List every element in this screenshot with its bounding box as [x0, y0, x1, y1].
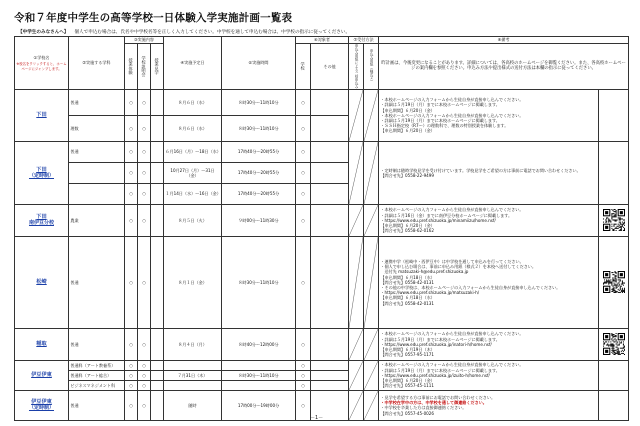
target-col-school: 学校	[296, 43, 311, 89]
strike-line	[364, 329, 378, 360]
trial-mark: ○	[125, 183, 138, 204]
strike-line	[364, 237, 378, 328]
table-row	[15, 141, 629, 162]
target-other-cell	[311, 115, 349, 141]
strike-line	[364, 142, 378, 204]
school-link[interactable]: 下田	[36, 112, 47, 119]
briefing-mark: ○	[138, 162, 151, 183]
note-line: ・個人で申し込む場合は、事前に申込み用紙（様式２）を本校へ送付してください。	[380, 264, 536, 270]
school-sub-link[interactable]: （定時制）	[28, 172, 54, 179]
school-cell	[15, 89, 69, 141]
school-link[interactable]: 伊豆伊東	[31, 399, 52, 406]
page-number: －1－	[310, 415, 324, 421]
time-cell	[222, 360, 296, 370]
briefing-mark: ○	[138, 328, 151, 360]
school-link[interactable]: 稲取	[36, 341, 47, 348]
qr-cell	[599, 236, 629, 328]
target-school-mark: ○	[296, 115, 311, 141]
strike-line	[349, 90, 363, 141]
briefing-mark: ○	[138, 141, 151, 162]
trial-mark: ○	[125, 390, 138, 420]
date-cell: 随時	[164, 390, 222, 420]
target-school-mark: ○	[296, 360, 311, 370]
note-line: ・詳細は５月19日（月）までに本校ホームページに掲載します。	[380, 336, 500, 342]
time-cell: ８時30分～11時10分	[222, 370, 296, 380]
table-row	[15, 204, 629, 236]
apply-header: ⑦受付方法	[349, 37, 379, 44]
note-line: 【問合せ先】0557-95-1171	[380, 352, 434, 358]
dept-cell: 普通科（アート教養系）	[69, 360, 125, 370]
trial-mark: ○	[125, 236, 138, 328]
date-cell	[164, 380, 222, 390]
note-line: ・見学を希望する方は事前にお電話でお問い合わせください。	[380, 395, 496, 401]
apply-form-cell	[364, 360, 379, 390]
dept-cell: 普通	[69, 141, 125, 162]
qr-cell	[599, 89, 629, 141]
target-school-mark: ○	[296, 183, 311, 204]
table-row	[15, 360, 629, 370]
trial-mark: ○	[125, 141, 138, 162]
strike-line	[364, 205, 378, 236]
page-title: 令和７年度中学生の高等学校一日体験入学実施計画一覧表	[14, 12, 293, 24]
notes-cell	[379, 236, 599, 328]
strike-line	[349, 142, 363, 204]
notes-cell	[379, 328, 599, 360]
note-line: 【問合せ先】0557-45-1111	[380, 383, 434, 389]
apply-bulk-cell	[349, 360, 364, 390]
apply-form-cell	[364, 89, 379, 141]
school-header	[15, 37, 69, 90]
trial-mark: ○	[125, 380, 138, 390]
schedule-table	[14, 36, 629, 421]
briefing-mark: ○	[138, 380, 151, 390]
trial-mark: ○	[125, 328, 138, 360]
strike-line	[349, 361, 363, 390]
note-line: ・詳細は５月19日（月）までに本校ホームページに掲載します。	[380, 102, 500, 108]
observe-mark	[151, 204, 164, 236]
time-cell: ８時30分～11時10分	[222, 236, 296, 328]
observe-mark	[151, 370, 164, 380]
time-cell: ８時40分～12時00分	[222, 328, 296, 360]
notes-cell	[379, 204, 599, 236]
school-link[interactable]: 松崎	[36, 279, 47, 286]
note-line: 【申込期間】６月20日（金）	[380, 128, 435, 134]
school-cell	[15, 390, 69, 420]
note-line[interactable]: ・https://www.edu.pref.shizuoka.jp/minamiizu/home.nsf/	[380, 217, 496, 223]
briefing-mark: ○	[138, 360, 151, 370]
date-cell: ８月４日（月）	[164, 328, 222, 360]
qr-cell	[599, 141, 629, 204]
qr-cell	[599, 360, 629, 390]
note-line: 【問合せ先】0558-62-0162	[380, 228, 434, 234]
note-line[interactable]: ・https://www.edu.pref.shizuoka.jp/izuito-h/home.nsf/	[380, 372, 490, 378]
notice-text: 個人で申込む場合は、氏名や中学校名等を正しく入力してください。中学校を通して申込む場合は、中学校の指示に従ってください。	[74, 30, 351, 35]
qr-code-icon[interactable]	[603, 209, 625, 231]
observe-mark	[151, 89, 164, 115]
observe-mark	[151, 162, 164, 183]
note-line: 【申込期間】６月18日（水）	[380, 295, 435, 301]
observe-mark	[151, 183, 164, 204]
note-line: ・本校ホームページの入力フォームから生徒自身が直接申し込んでください。	[380, 97, 524, 103]
briefing-mark: ○	[138, 115, 151, 141]
notice-heading: 【中学生のみなさんへ】	[18, 30, 69, 35]
content-col-trial: 授業体験	[125, 43, 138, 89]
target-header: ⑥対象者	[296, 37, 349, 44]
time-cell: ８時30分～11時10分	[222, 89, 296, 115]
school-cell	[15, 236, 69, 328]
note-line: 【申込期間】６月20日（金）	[380, 107, 435, 113]
time-cell: 17時40分～20時55分	[222, 183, 296, 204]
target-other-cell	[311, 380, 349, 390]
notes-cell	[379, 390, 599, 420]
target-other-cell	[311, 360, 349, 370]
trial-mark: ○	[125, 204, 138, 236]
target-school-mark: ○	[296, 236, 311, 328]
school-cell	[15, 360, 69, 390]
table-row	[15, 236, 629, 328]
target-school-mark: ○	[296, 328, 311, 360]
note-line: ・詳細は５月19日（月）までに本校ホームページに掲載します。	[380, 118, 500, 124]
apply-form-cell	[364, 204, 379, 236]
note-line: ・本校ホームページの入力フォームから生徒自身が直接申し込んでください。	[380, 112, 524, 118]
table-row	[15, 328, 629, 360]
target-other-cell	[311, 370, 349, 380]
apply-bulk-cell	[349, 390, 364, 420]
strike-line	[349, 205, 363, 236]
school-header-note: ※校名をクリックすると、ホームページにジャンプします。	[16, 62, 67, 71]
trial-mark: ○	[125, 89, 138, 115]
note-line: 【問合せ先】0558-42-0131	[380, 279, 434, 285]
qr-cell	[599, 328, 629, 360]
trial-mark: ○	[125, 370, 138, 380]
content-col-briefing: 学校説明会	[138, 43, 151, 89]
apply-form-cell	[364, 236, 379, 328]
apply-bulk-cell	[349, 141, 364, 204]
time-cell: ９時00分～11時30分	[222, 204, 296, 236]
note-line[interactable]: ・https://www.edu.pref.shizuoka.jp/inatori-h/home.nsf/	[380, 341, 492, 347]
time-cell: 17時40分～20時55分	[222, 162, 296, 183]
strike-line	[349, 237, 363, 328]
school-sub-link[interactable]: 南伊豆分校	[28, 220, 54, 227]
note-line: ・詳細は５月19日（月）までに本校ホームページに掲載します。	[380, 367, 500, 373]
content-col-observe: 授業見学	[151, 43, 164, 89]
note-line: 【問合せ先】0558-42-0131	[380, 300, 434, 306]
note-line: ・本校ホームページの入力フォームから生徒自身が直接申し込んでください。	[380, 362, 524, 368]
dept-cell: 普通科（アート総合）	[69, 370, 125, 380]
apply-form-cell	[364, 390, 379, 420]
trial-mark: ○	[125, 115, 138, 141]
table-row	[15, 89, 629, 115]
target-school-mark: ○	[296, 390, 311, 420]
target-other-cell	[311, 204, 349, 236]
briefing-mark: ○	[138, 370, 151, 380]
target-school-mark: ○	[296, 370, 311, 380]
date-cell: ８月６日（水）	[164, 115, 222, 141]
target-other-cell	[311, 141, 349, 162]
notes-header-text: 昨計画は、今後変更になることがあります。詳細については、各高校のホームページを御覧ください。また、各高校ホームページの案内欄を参照ください。申込み方法や提出様式の送付方法は本欄の指示に従ってください。	[379, 43, 629, 89]
notes-cell	[379, 89, 599, 141]
strike-line	[349, 391, 363, 420]
apply-col-form: 申込み用紙（様式２）	[364, 43, 379, 89]
dept-cell: 農業	[69, 204, 125, 236]
dept-header: ②実施する学科	[69, 37, 125, 90]
dept-cell: ビジネスマネジメント科	[69, 380, 125, 390]
apply-bulk-cell	[349, 89, 364, 141]
dept-cell: 理数	[69, 115, 125, 141]
apply-bulk-cell	[349, 204, 364, 236]
date-cell: ８月５日（火）	[164, 204, 222, 236]
dept-cell: 普通	[69, 89, 125, 115]
date-cell: ８月１日（金）	[164, 236, 222, 328]
note-line: ・詳細は５月16日（金）までに南伊豆分校ホームページに掲載します。	[380, 212, 513, 218]
target-school-mark: ○	[296, 89, 311, 115]
qr-cell	[599, 204, 629, 236]
observe-mark	[151, 236, 164, 328]
qr-code-icon[interactable]	[603, 271, 625, 293]
date-header: ④実施予定日	[164, 37, 222, 90]
target-other-cell	[311, 89, 349, 115]
apply-bulk-cell	[349, 328, 364, 360]
dept-cell: 普通	[69, 328, 125, 360]
date-cell: ６月16日（月）～18日（水）	[164, 141, 222, 162]
briefing-mark: ○	[138, 236, 151, 328]
school-link[interactable]: 下田	[36, 166, 47, 173]
school-cell	[15, 204, 69, 236]
note-line: ・その他の中学校は、本校ホームページの入力フォームから生徒自身が直接申し込んでください。	[380, 285, 561, 291]
observe-mark	[151, 380, 164, 390]
note-line: 【申込期間】６月18日（水）	[380, 274, 435, 280]
target-other-cell	[311, 236, 349, 328]
school-cell	[15, 141, 69, 204]
target-school-mark: ○	[296, 162, 311, 183]
date-cell: ７月31日（木）	[164, 370, 222, 380]
briefing-mark: ○	[138, 390, 151, 420]
observe-mark	[151, 390, 164, 420]
target-school-mark: ○	[296, 204, 311, 236]
dept-cell: 普通	[69, 236, 125, 328]
target-other-cell	[311, 183, 349, 204]
date-cell: 10月27日（月）～31日（金）	[164, 162, 222, 183]
notice	[18, 29, 350, 35]
dept-cell	[69, 162, 125, 183]
dept-cell	[69, 183, 125, 204]
time-cell: ８時30分～11時10分	[222, 115, 296, 141]
note-line: 【申込期間】６月19日（木）	[380, 347, 435, 353]
qr-code-icon[interactable]	[603, 333, 625, 355]
notes-header: ⑧備考	[379, 37, 629, 44]
target-col-other: その他	[311, 43, 349, 89]
school-sub-link[interactable]: （定時制）	[28, 405, 54, 412]
note-line: ・定時制は随時学校見学を受け付けています。学校見学をご希望の方は事前に電話でお問い合わせください。	[380, 167, 581, 173]
note-line: ・本校ホームページの入力フォームから生徒自身が直接申し込んでください。	[380, 331, 524, 337]
briefing-mark: ○	[138, 204, 151, 236]
briefing-mark: ○	[138, 183, 151, 204]
note-line: ・連携中学（松崎中・西伊豆中）は中学校を通して申込みを行ってください。	[380, 259, 524, 265]
qr-cell	[599, 390, 629, 420]
note-line: 【申込期間】６月20日（金）	[380, 223, 435, 229]
target-school-mark: ○	[296, 380, 311, 390]
time-cell: 17時40分～20時55分	[222, 141, 296, 162]
note-line: 送付先 matsuzaki-h@edu.pref.shizuoka.jp	[380, 269, 469, 275]
note-line: 【問合せ先】0557-45-0026	[380, 410, 434, 416]
apply-bulk-cell	[349, 236, 364, 328]
note-line: ・中学校在学中の方は、中学校を通して御連絡ください。	[380, 400, 487, 406]
strike-line	[349, 329, 363, 360]
school-header-label: ①学校名	[33, 55, 50, 61]
strike-line	[364, 90, 378, 141]
school-cell	[15, 328, 69, 360]
note-line: 【申込期間】６月20日（金）	[380, 378, 435, 384]
dept-cell: 普通	[69, 390, 125, 420]
strike-line	[364, 391, 378, 420]
target-school-mark: ○	[296, 141, 311, 162]
school-link[interactable]: 下田	[36, 214, 47, 221]
time-header: ⑤実施時間	[222, 37, 296, 90]
observe-mark	[151, 360, 164, 370]
school-link[interactable]: 伊豆伊東	[31, 372, 52, 379]
time-cell	[222, 380, 296, 390]
date-cell: ８月６日（水）	[164, 89, 222, 115]
observe-mark	[151, 328, 164, 360]
note-line: ・ＳＳＨ指定校（R7～）の理数科で、理数の特別授業を体験します。	[380, 123, 509, 129]
note-line: 【問合せ先】0558-22-9499	[380, 172, 434, 178]
date-cell: １月14日（水）～16日（金）	[164, 183, 222, 204]
note-line: ・中学校を卒業した方は直接御連絡ください。	[380, 405, 467, 411]
observe-mark	[151, 115, 164, 141]
trial-mark: ○	[125, 162, 138, 183]
notes-cell	[379, 141, 599, 204]
notes-cell	[379, 360, 599, 390]
time-cell: 17時00分～19時00分	[222, 390, 296, 420]
observe-mark	[151, 141, 164, 162]
target-other-cell	[311, 162, 349, 183]
target-other-cell	[311, 328, 349, 360]
note-line[interactable]: ・https://www.edu.pref.shizuoka.jp/matsuzaki-h/	[380, 290, 480, 296]
briefing-mark: ○	[138, 89, 151, 115]
strike-line	[364, 361, 378, 390]
date-cell	[164, 360, 222, 370]
trial-mark: ○	[125, 360, 138, 370]
note-line: ・本校ホームページの入力フォームから生徒自身が直接申し込んでください。	[380, 207, 524, 213]
apply-form-cell	[364, 328, 379, 360]
apply-form-cell	[364, 141, 379, 204]
apply-col-bulk: 申込み用紙による一括申込み	[349, 43, 364, 89]
content-header: ③実施内容	[125, 37, 164, 44]
